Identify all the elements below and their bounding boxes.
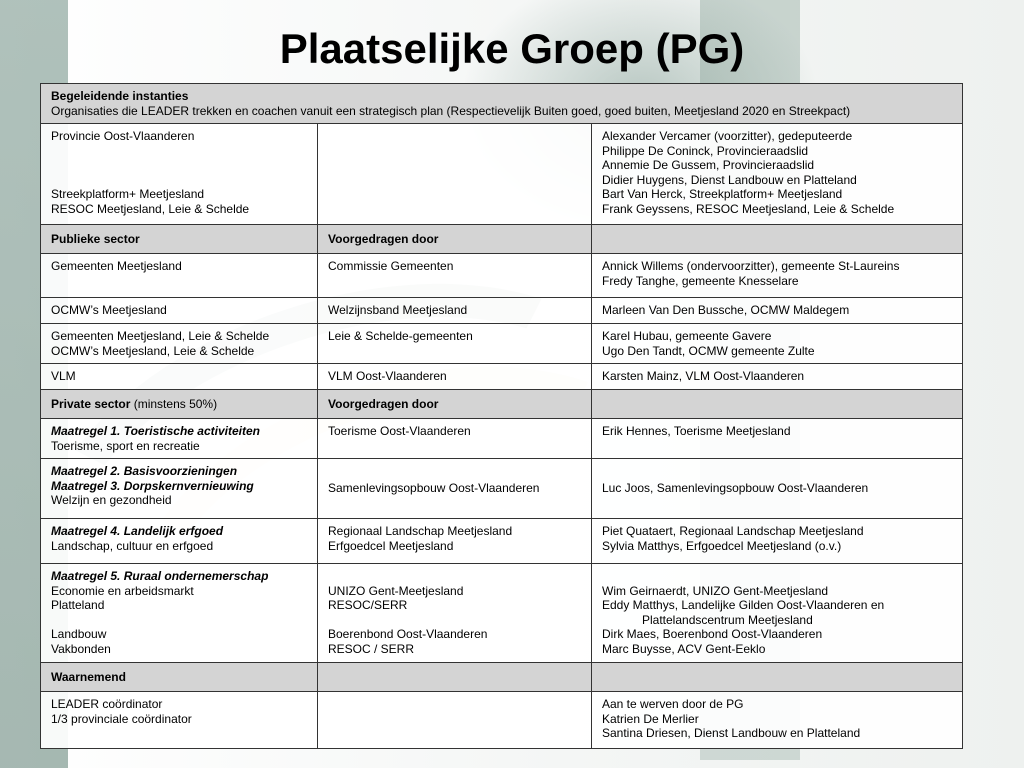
cell-members	[592, 124, 963, 225]
intro-row	[41, 84, 963, 124]
cell-instance	[41, 124, 318, 225]
spacer	[328, 613, 583, 628]
table-row	[41, 124, 963, 225]
cell-line: Annemie De Gussem, Provincieraadslid	[602, 158, 815, 172]
cell-line: 1/3 provinciale coördinator	[51, 711, 192, 726]
cell-line: LEADER coördinator	[51, 697, 163, 711]
cell-line: Philippe De Coninck, Provincieraadslid	[602, 143, 809, 158]
cell-line: Ugo Den Tandt, OCMW gemeente Zulte	[602, 343, 815, 358]
cell-line: Plattelandscentrum Meetjesland	[642, 612, 813, 627]
cell-proposer	[318, 564, 592, 663]
cell-line: Marc Buysse, ACV Gent-Eeklo	[602, 641, 766, 656]
cell-members	[592, 254, 963, 298]
intro-cell	[41, 84, 963, 124]
cell-line: Aan te werven door de PG	[602, 697, 744, 711]
cell-line: OCMW’s Meetjesland, Leie & Schelde	[51, 343, 255, 358]
cell-line: UNIZO Gent-Meetjesland	[328, 583, 464, 598]
cell-proposer: Samenlevingsopbouw Oost-Vlaanderen	[318, 459, 592, 519]
cell-line: Bart Van Herck, Streekplatform+ Meetjesland	[602, 187, 843, 201]
cell-instance	[41, 692, 318, 749]
section-header-publiek: Publieke sector	[41, 225, 318, 254]
cell-line: Vakbonden	[51, 641, 111, 656]
cell-empty	[318, 692, 592, 749]
cell-line: RESOC Meetjesland, Leie & Schelde	[51, 201, 250, 216]
cell-members	[592, 564, 963, 663]
cell-members: Erik Hennes, Toerisme Meetjesland	[592, 419, 963, 459]
table-row	[41, 298, 963, 324]
measure-subtitle: Welzijn en gezondheid	[51, 493, 172, 507]
cell-instance: Gemeenten Meetjesland	[41, 254, 318, 298]
table-row	[41, 519, 963, 564]
cell-members: Marleen Van Den Bussche, OCMW Maldegem	[592, 298, 963, 324]
cell-measure	[41, 419, 318, 459]
cell-line: Erfgoedcel Meetjesland	[328, 538, 454, 553]
cell-line: Platteland	[51, 598, 105, 612]
cell-members	[592, 692, 963, 749]
cell-line: Piet Quataert, Regionaal Landschap Meetjesland	[602, 524, 864, 538]
cell-line: Eddy Matthys, Landelijke Gilden Oost-Vlaanderen en	[602, 598, 885, 612]
cell-line: Annick Willems (ondervoorzitter), gemeente St-Laureins	[602, 259, 900, 273]
measure-title: Maatregel 3. Dorpskernvernieuwing	[51, 478, 254, 493]
cell-proposer: Toerisme Oost-Vlaanderen	[318, 419, 592, 459]
intro-text: Organisaties die LEADER trekken en coachen vanuit een strategisch plan (Respectievelijk Buiten goed, goed buiten, Meetjesland 2020 en Streekpact)	[51, 103, 851, 118]
cell-line: Santina Driesen, Dienst Landbouw en Platteland	[602, 726, 861, 740]
cell-proposer: VLM Oost-Vlaanderen	[318, 364, 592, 390]
cell-proposer: Welzijnsband Meetjesland	[318, 298, 592, 324]
table-row	[41, 692, 963, 749]
header-label: Private sector	[51, 396, 131, 411]
cell-measure	[41, 519, 318, 564]
cell-line: Didier Huygens, Dienst Landbouw en Platteland	[602, 172, 857, 187]
measure-title: Maatregel 2. Basisvoorzieningen	[51, 464, 238, 478]
cell-members: Luc Joos, Samenlevingsopbouw Oost-Vlaanderen	[592, 459, 963, 519]
cell-line: Alexander Vercamer (voorzitter), gedeputeerde	[602, 129, 853, 143]
spacer	[51, 173, 309, 188]
cell-line: Frank Geyssens, RESOC Meetjesland, Leie & Schelde	[602, 201, 895, 216]
cell-line: Streekplatform+ Meetjesland	[51, 187, 205, 201]
cell-line: Provincie Oost-Vlaanderen	[51, 129, 195, 143]
cell-empty	[318, 663, 592, 692]
cell-line: Wim Geirnaerdt, UNIZO Gent-Meetjesland	[602, 583, 829, 598]
intro-heading: Begeleidende instanties	[51, 89, 189, 103]
table-row	[41, 419, 963, 459]
cell-empty	[592, 390, 963, 419]
spacer	[51, 158, 309, 173]
measure-subtitle: Landschap, cultuur en erfgoed	[51, 538, 214, 553]
cell-instance: OCMW’s Meetjesland	[41, 298, 318, 324]
table-row	[41, 364, 963, 390]
cell-line: Regionaal Landschap Meetjesland	[328, 524, 513, 538]
cell-proposer: Commissie Gemeenten	[318, 254, 592, 298]
header-note: (minstens 50%)	[130, 396, 218, 411]
pg-table	[40, 83, 963, 749]
page-title: Plaatselijke Groep (PG)	[279, 25, 745, 72]
cell-measure	[41, 459, 318, 519]
cell-measure	[41, 564, 318, 663]
measure-title: Maatregel 5. Ruraal ondernemerschap	[51, 569, 269, 583]
section-header-row	[41, 663, 963, 692]
cell-line: Economie en arbeidsmarkt	[51, 583, 194, 598]
cell-line: Landbouw	[51, 627, 107, 641]
section-header-privaat	[41, 390, 318, 419]
cell-line: Karel Hubau, gemeente Gavere	[602, 329, 772, 343]
spacer	[51, 144, 309, 159]
measure-title: Maatregel 1. Toeristische activiteiten	[51, 424, 260, 438]
cell-line: RESOC / SERR	[328, 641, 415, 656]
cell-line: RESOC/SERR	[328, 598, 408, 612]
cell-line: Sylvia Matthys, Erfgoedcel Meetjesland (o.v.)	[602, 538, 842, 553]
cell-instance	[41, 324, 318, 364]
section-header-row	[41, 225, 963, 254]
cell-members	[592, 324, 963, 364]
cell-proposer: Leie & Schelde-gemeenten	[318, 324, 592, 364]
cell-line: Dirk Maes, Boerenbond Oost-Vlaanderen	[602, 627, 823, 641]
cell-proposer	[318, 519, 592, 564]
spacer	[51, 613, 309, 628]
table-row	[41, 324, 963, 364]
table-row	[41, 564, 963, 663]
cell-empty	[318, 124, 592, 225]
section-header-voorgedragen: Voorgedragen door	[318, 390, 592, 419]
table-row	[41, 459, 963, 519]
cell-empty	[592, 225, 963, 254]
section-header-waarnemend: Waarnemend	[41, 663, 318, 692]
measure-subtitle: Toerisme, sport en recreatie	[51, 438, 200, 453]
cell-members	[592, 519, 963, 564]
cell-members: Karsten Mainz, VLM Oost-Vlaanderen	[592, 364, 963, 390]
table-row	[41, 254, 963, 298]
measure-title: Maatregel 4. Landelijk erfgoed	[51, 524, 224, 538]
section-header-row	[41, 390, 963, 419]
cell-line: Fredy Tanghe, gemeente Knesselare	[602, 273, 799, 288]
cell-line: Katrien De Merlier	[602, 711, 699, 726]
cell-line: Gemeenten Meetjesland, Leie & Schelde	[51, 329, 270, 343]
cell-instance: VLM	[41, 364, 318, 390]
cell-line: Boerenbond Oost-Vlaanderen	[328, 627, 488, 641]
section-header-voorgedragen: Voorgedragen door	[318, 225, 592, 254]
spacer	[328, 569, 583, 584]
spacer	[602, 569, 954, 584]
cell-empty	[592, 663, 963, 692]
